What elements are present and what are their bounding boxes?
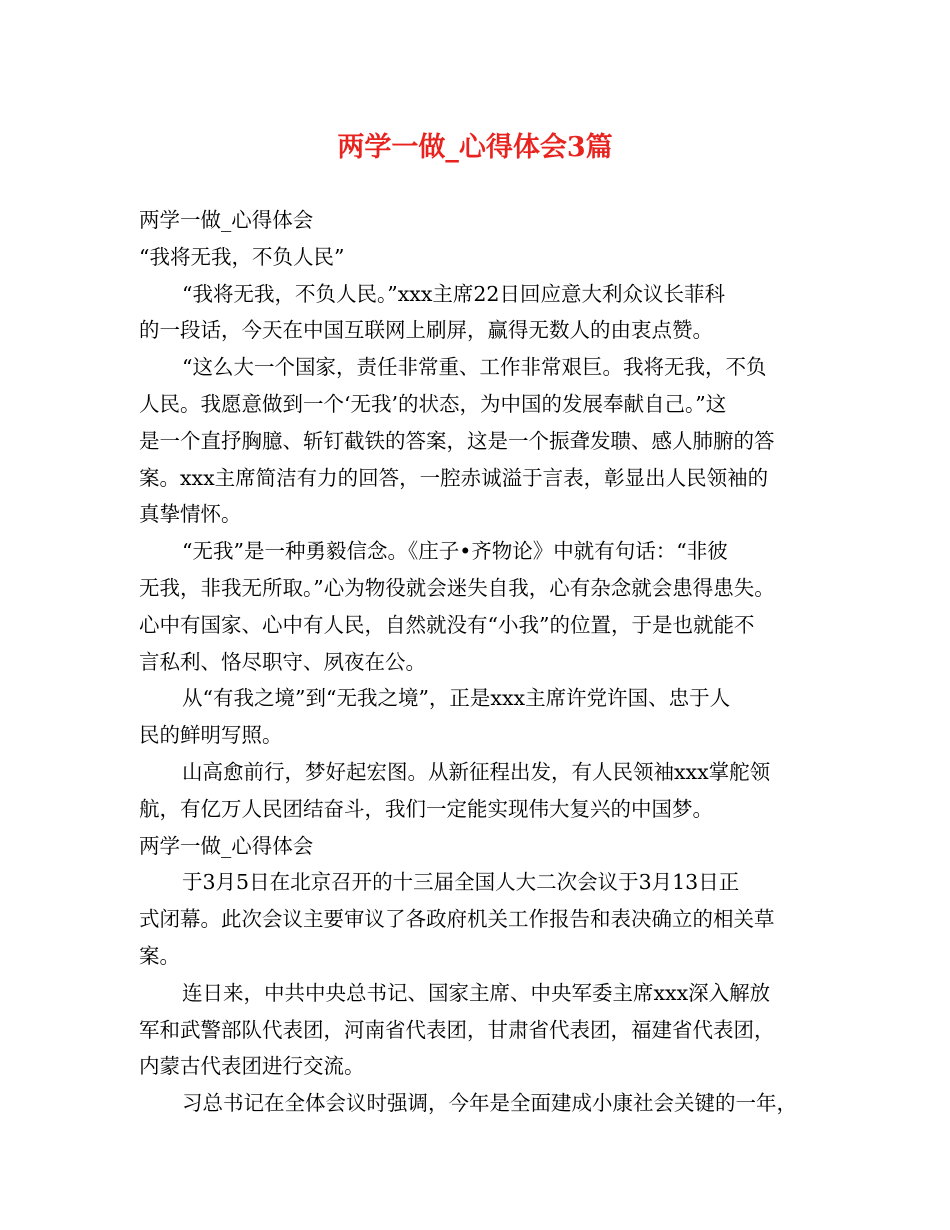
text-line: 是一个直抒胸臆、斩钉截铁的答案，这是一个振聋发聩、感人肺腑的答 bbox=[139, 428, 775, 453]
text-line: “无我”是一种勇毅信念。《庄子•齐物论》中就有句话：“非彼 bbox=[182, 539, 728, 564]
text-line: 两学一做_心得体会 bbox=[139, 833, 314, 858]
text-line: 习总书记在全体会议时强调，今年是全面建成小康社会关键的一年， bbox=[182, 1091, 797, 1116]
document-title: 两学一做_心得体会3篇 bbox=[337, 132, 613, 163]
text-line: 航，有亿万人民团结奋斗，我们一定能实现伟大复兴的中国梦。 bbox=[139, 796, 713, 821]
text-line: 人民。我愿意做到一个‘无我’的状态，为中国的发展奉献自己。”这 bbox=[139, 391, 727, 416]
text-line: 无我，非我无所取。”心为物役就会迷失自我，心有杂念就会患得患失。 bbox=[139, 575, 775, 600]
text-line: 于3月5日在北京召开的十三届全国人大二次会议于3月13日正 bbox=[182, 870, 740, 895]
text-line: 的一段话，今天在中国互联网上刷屏，赢得无数人的由衷点赞。 bbox=[139, 318, 713, 343]
text-line: “我将无我，不负人民。”xxx主席22日回应意大利众议长菲科 bbox=[182, 281, 725, 306]
text-line: 言私利、恪尽职守、夙夜在公。 bbox=[139, 649, 426, 674]
text-line: 案。 bbox=[139, 943, 180, 968]
text-line: 两学一做_心得体会 bbox=[139, 208, 314, 232]
text-line: 山高愈前行，梦好起宏图。从新征程出发，有人民领袖xxx掌舵领 bbox=[182, 759, 771, 784]
text-line: “我将无我，不负人民” bbox=[139, 244, 345, 269]
text-line: 内蒙古代表团进行交流。 bbox=[139, 1054, 365, 1079]
text-line: 式闭幕。此次会议主要审议了各政府机关工作报告和表决确立的相关草 bbox=[139, 907, 775, 932]
text-line: 军和武警部队代表团，河南省代表团，甘肃省代表团，福建省代表团， bbox=[139, 1017, 775, 1042]
text-line: 案。xxx主席简洁有力的回答，一腔赤诚溢于言表，彰显出人民领袖的 bbox=[139, 465, 769, 490]
text-line: 民的鲜明写照。 bbox=[139, 723, 283, 748]
text-line: 真挚情怀。 bbox=[139, 502, 242, 527]
text-line: 心中有国家、心中有人民，自然就没有“小我”的位置，于是也就能不 bbox=[139, 612, 755, 637]
text-line: 从“有我之境”到“无我之境”，正是xxx主席许党许国、忠于人 bbox=[182, 686, 731, 711]
text-line: “这么大一个国家，责任非常重、工作非常艰巨。我将无我，不负 bbox=[182, 355, 767, 380]
text-line: 连日来，中共中央总书记、国家主席、中央军委主席xxx深入解放 bbox=[182, 980, 771, 1005]
document-body bbox=[139, 202, 827, 1122]
